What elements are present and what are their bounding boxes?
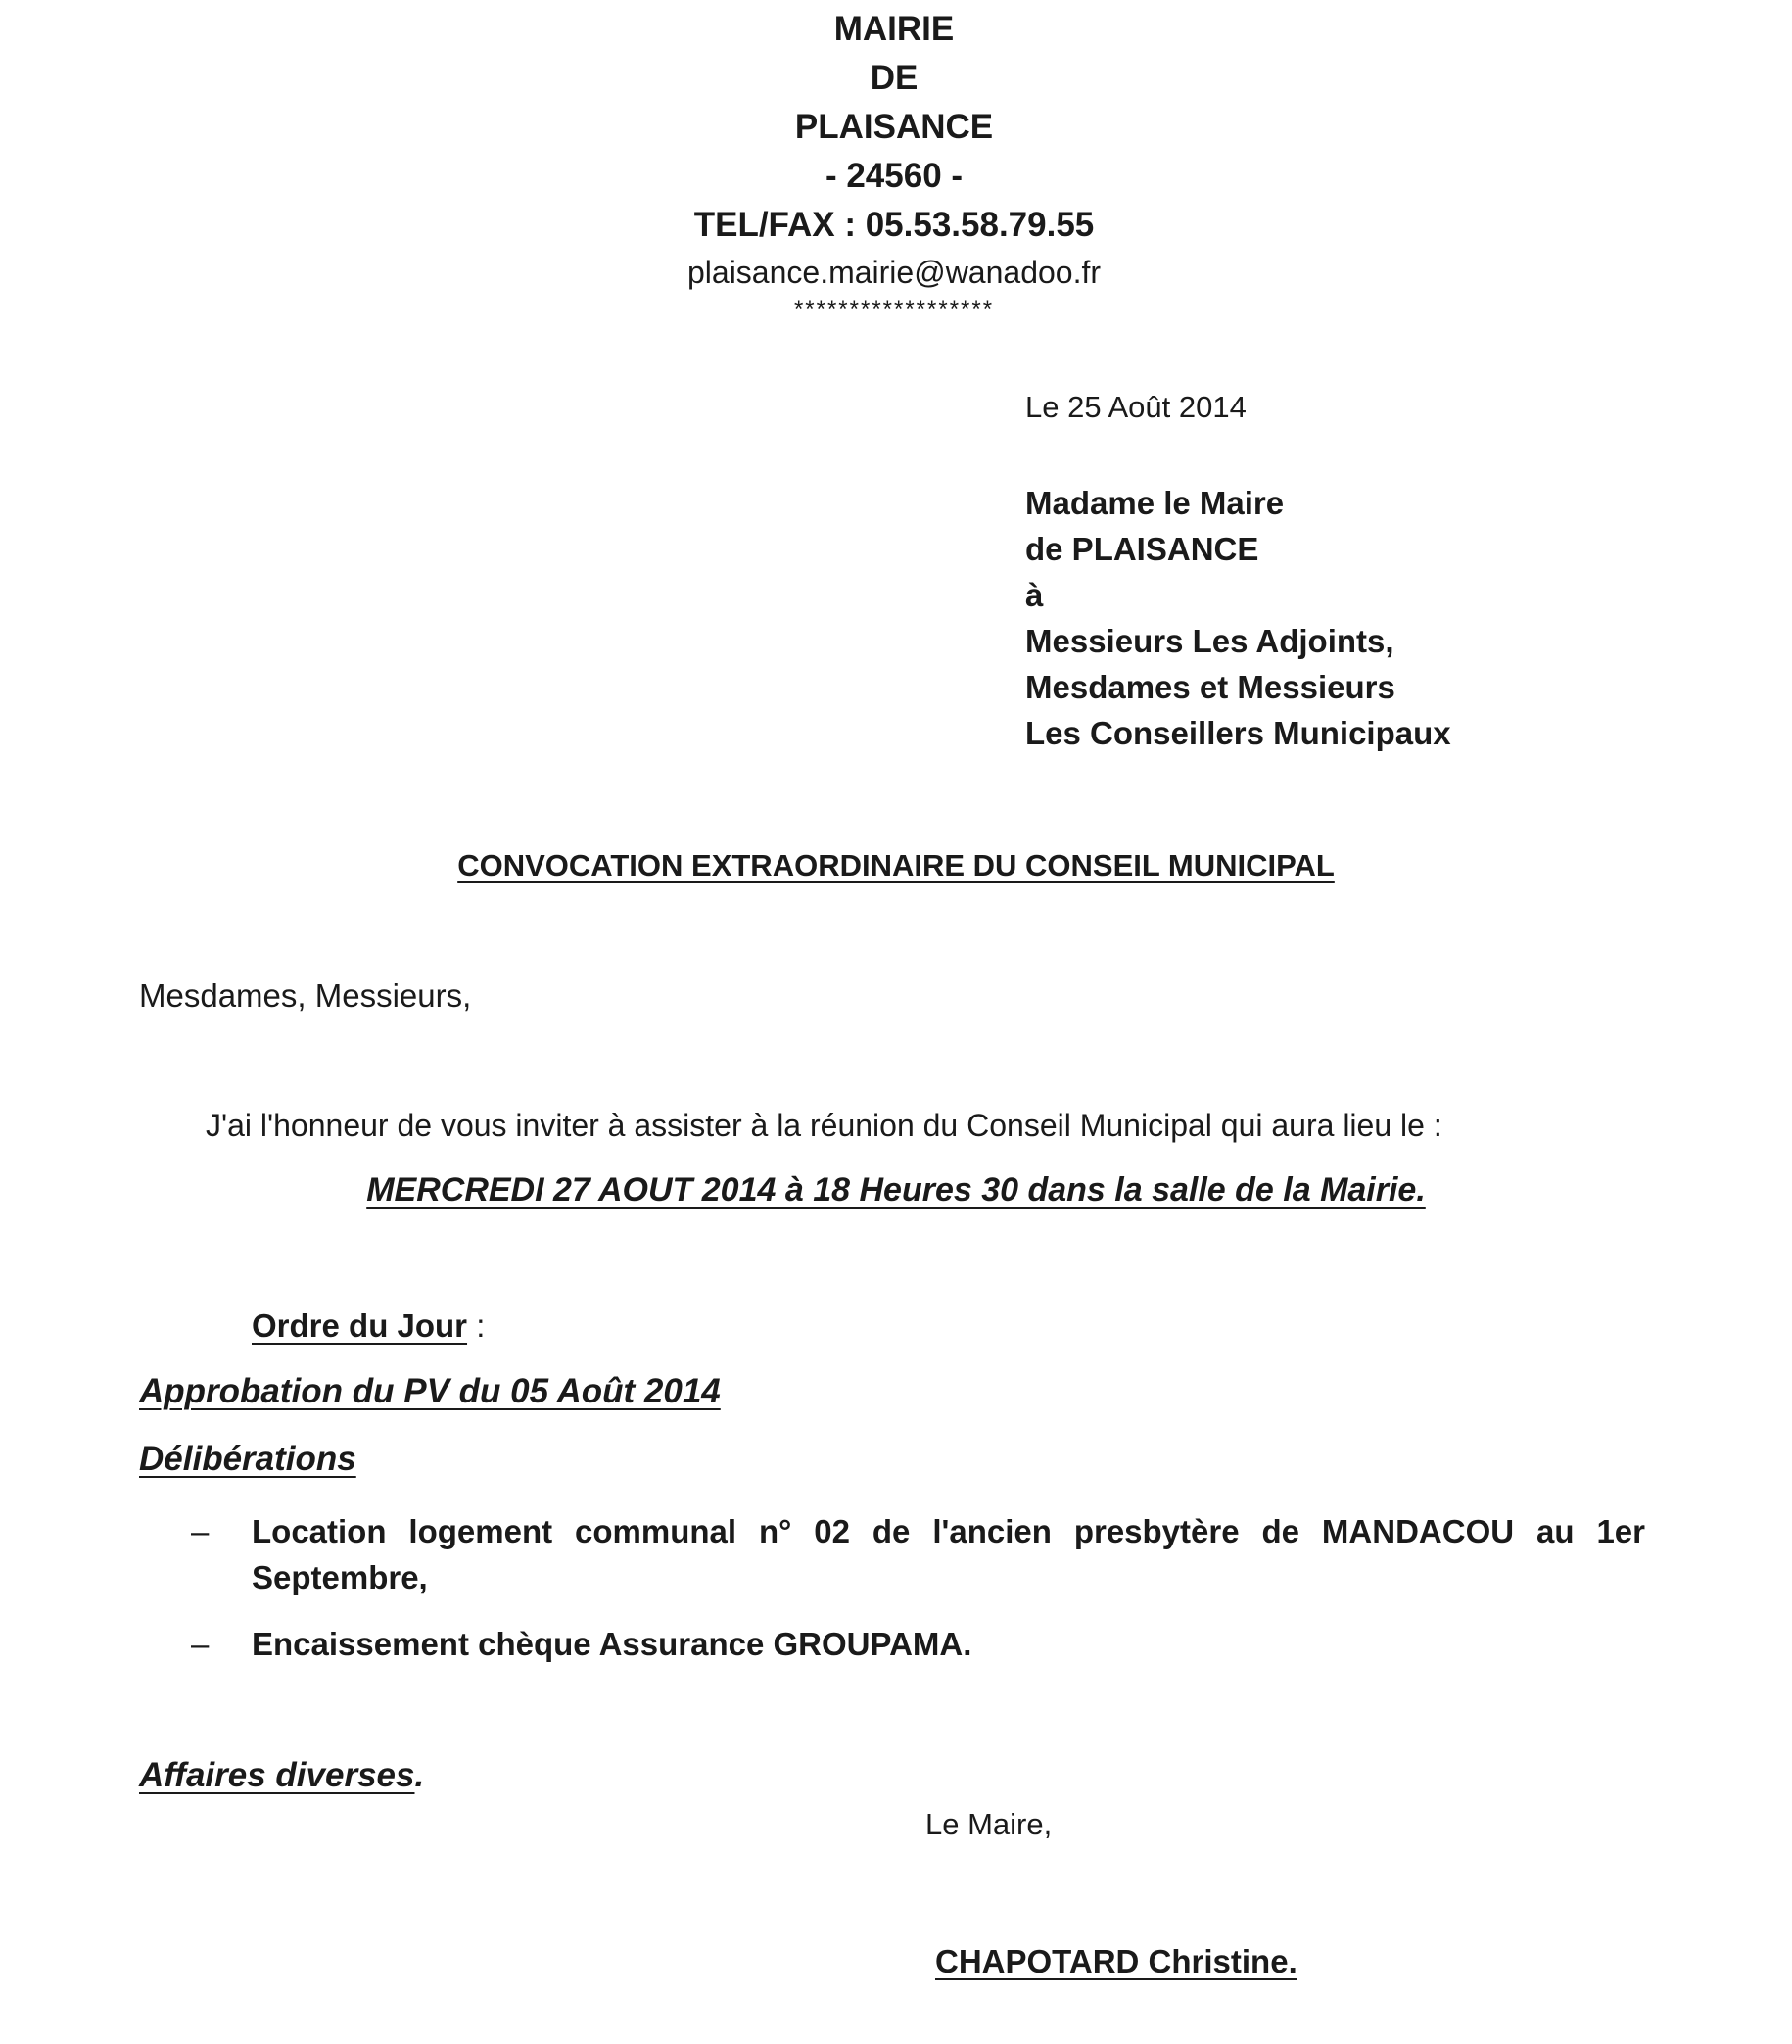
- dash-bullet: –: [191, 1513, 210, 1549]
- agenda-affaires-diverses: [139, 1758, 424, 1792]
- document-title: [0, 848, 1792, 883]
- letter-date: Le 25 Août 2014: [1025, 390, 1247, 424]
- header-de: DE: [870, 59, 919, 97]
- salutation: Mesdames, Messieurs,: [139, 977, 472, 1014]
- signature-label: Le Maire,: [925, 1807, 1053, 1841]
- header-separator: ******************: [793, 296, 995, 322]
- agenda-approbation: Approbation du PV du 05 Août 2014: [139, 1372, 721, 1410]
- addressee-line: Madame le Maire: [1025, 485, 1285, 521]
- header-phone: TEL/FAX : 05.53.58.79.55: [693, 206, 1095, 244]
- signature-name: CHAPOTARD Christine.: [935, 1943, 1297, 1979]
- document-title-text: CONVOCATION EXTRAORDINAIRE DU CONSEIL MUNICIPAL: [457, 848, 1335, 882]
- header-email: plaisance.mairie@wanadoo.fr: [686, 255, 1102, 290]
- addressee-line: Les Conseillers Municipaux: [1025, 715, 1451, 751]
- agenda-heading-colon: :: [467, 1307, 486, 1344]
- agenda-heading-text: Ordre du Jour: [252, 1307, 468, 1344]
- deliberations-list: [191, 1508, 1645, 1667]
- addressee-block: [1025, 480, 1451, 756]
- list-item-body: [252, 1508, 1645, 1600]
- invitation-text: J'ai l'honneur de vous inviter à assister à la réunion du Conseil Municipal qui aura lieu le :: [206, 1108, 1442, 1143]
- list-item-text: Location logement communal n° 02 de l'ancien presbytère de MANDACOU au 1er: [252, 1513, 1645, 1549]
- meeting-details-text: MERCREDI 27 AOUT 2014 à 18 Heures 30 dans la salle de la Mairie.: [366, 1171, 1426, 1209]
- header-town: PLAISANCE: [794, 108, 994, 146]
- list-item-text-continued: Septembre,: [252, 1559, 428, 1595]
- meeting-details: [0, 1171, 1792, 1210]
- affaires-diverses-period: .: [414, 1756, 425, 1794]
- addressee-line: à: [1025, 577, 1044, 613]
- agenda-deliberations: Délibérations: [139, 1440, 356, 1478]
- dash-bullet: –: [191, 1626, 210, 1662]
- list-item: [191, 1621, 1645, 1667]
- header-mairie: MAIRIE: [833, 10, 955, 48]
- header-postcode: - 24560 -: [825, 157, 964, 195]
- list-item: [191, 1508, 1645, 1600]
- addressee-line: de PLAISANCE: [1025, 531, 1259, 567]
- addressee-line: Messieurs Les Adjoints,: [1025, 623, 1394, 659]
- list-item-text: Encaissement chèque Assurance GROUPAMA.: [252, 1626, 972, 1662]
- addressee-line: Mesdames et Messieurs: [1025, 669, 1395, 705]
- affaires-diverses-text: Affaires diverses: [139, 1756, 415, 1794]
- agenda-heading: [252, 1309, 485, 1342]
